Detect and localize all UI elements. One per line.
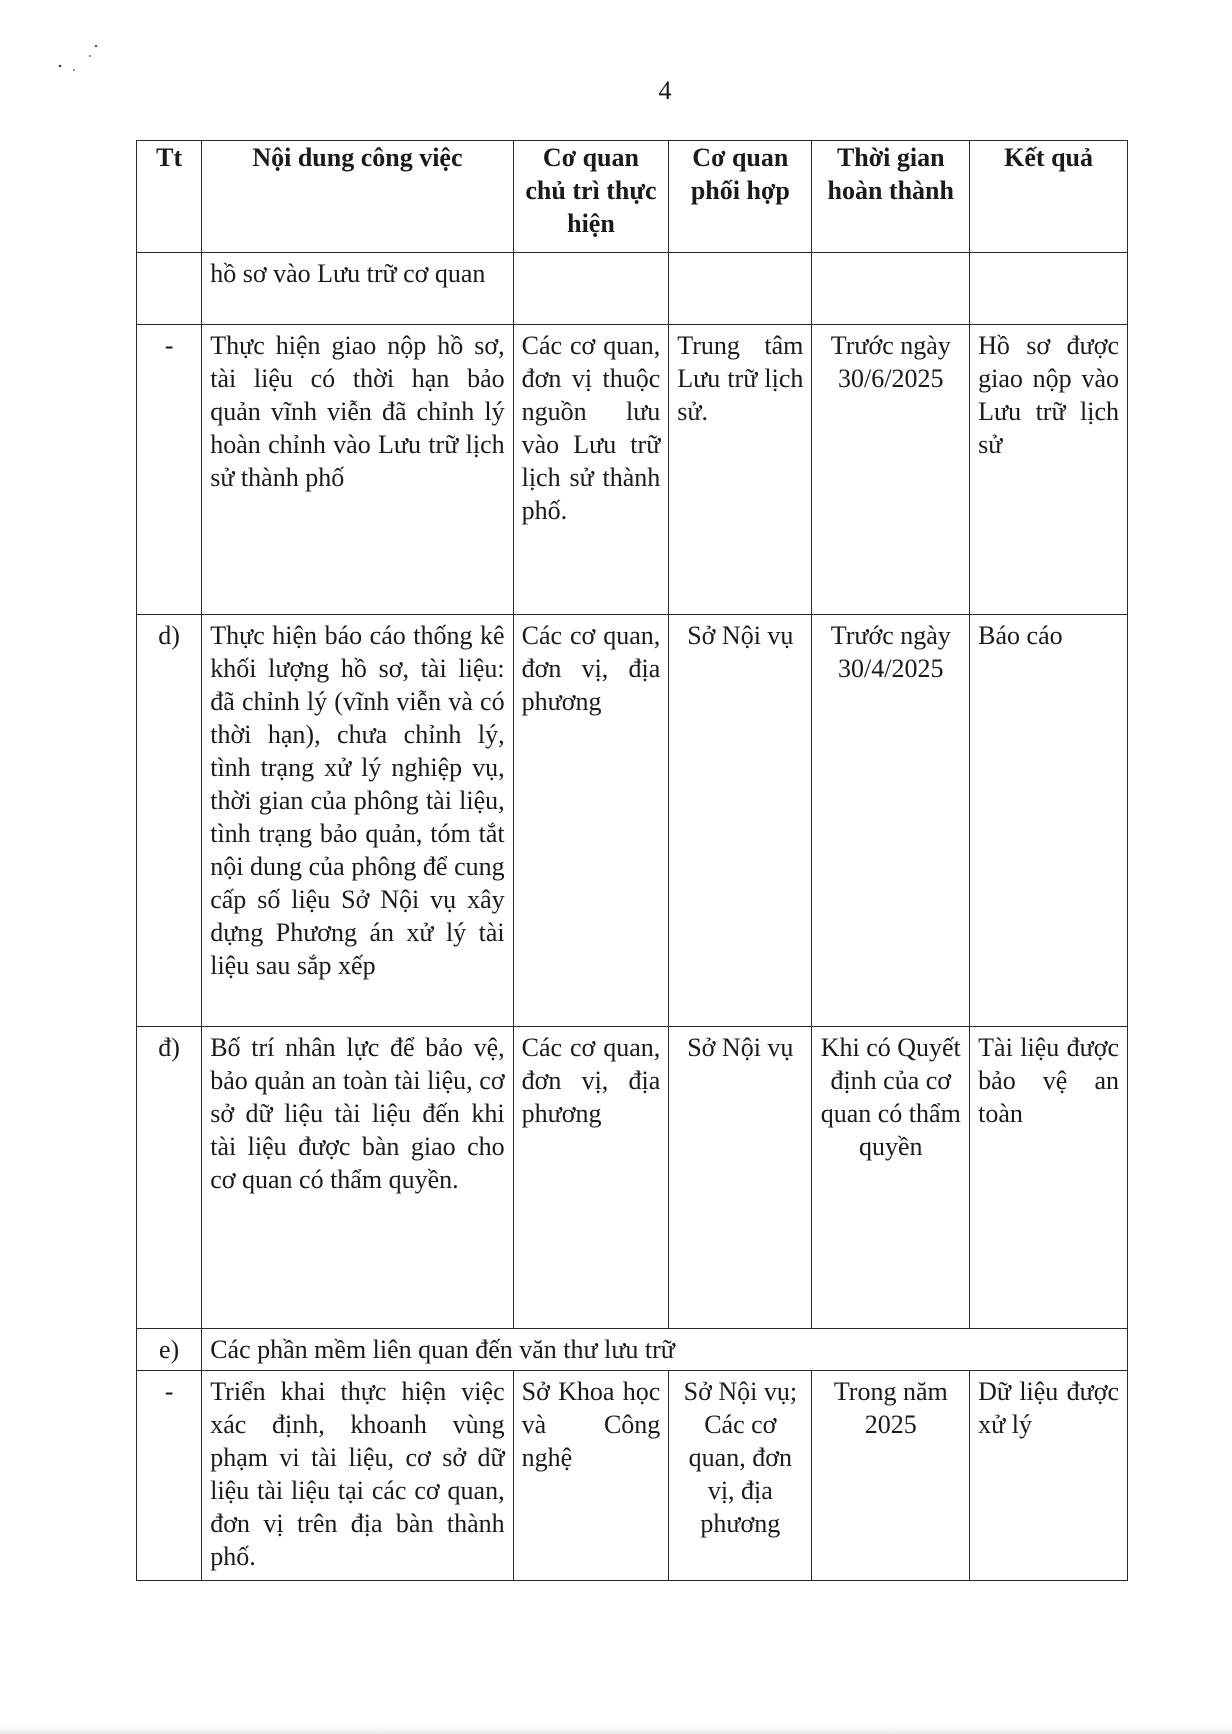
page-number: 4 [658, 76, 672, 105]
header-lead-agency: Cơ quan chủ trì thực hiện [513, 141, 669, 253]
cell-coordinating-agency [669, 253, 812, 325]
scan-specks [52, 40, 112, 90]
table-row [137, 1027, 1128, 1329]
cell-deadline [812, 253, 970, 325]
cell-deadline: Trước ngày 30/6/2025 [812, 325, 970, 615]
cell-result [970, 253, 1128, 325]
table-section-row [137, 1329, 1128, 1371]
cell-lead-agency: Các cơ quan, đơn vị, địa phương [513, 1027, 669, 1329]
cell-coordinating-agency: Sở Nội vụ [669, 615, 812, 1027]
scan-bottom-edge [0, 1726, 1232, 1734]
table-row [137, 253, 1128, 325]
cell-tt: đ) [137, 1027, 202, 1329]
table-row [137, 1371, 1128, 1581]
header-deadline: Thời gian hoàn thành [812, 141, 970, 253]
cell-deadline: Trong năm 2025 [812, 1371, 970, 1581]
cell-result: Báo cáo [970, 615, 1128, 1027]
cell-lead-agency: Sở Khoa học và Công nghệ [513, 1371, 669, 1581]
cell-lead-agency [513, 253, 669, 325]
cell-deadline: Trước ngày 30/4/2025 [812, 615, 970, 1027]
cell-tt: - [137, 325, 202, 615]
header-content: Nội dung công việc [202, 141, 513, 253]
cell-tt [137, 253, 202, 325]
cell-content: Thực hiện giao nộp hồ sơ, tài liệu có thời hạn bảo quản vĩnh viễn đã chỉnh lý hoàn chỉnh vào Lưu trữ lịch sử thành phố [202, 325, 513, 615]
cell-content: Triển khai thực hiện việc xác định, khoanh vùng phạm vi tài liệu, cơ sở dữ liệu tài liệu tại các cơ quan, đơn vị trên địa bàn thành phố. [202, 1371, 513, 1581]
table-row [137, 615, 1128, 1027]
work-plan-table [136, 140, 1128, 1581]
cell-tt: e) [137, 1329, 202, 1371]
cell-section-title: Các phần mềm liên quan đến văn thư lưu trữ [202, 1329, 1128, 1371]
header-tt: Tt [137, 141, 202, 253]
cell-tt: d) [137, 615, 202, 1027]
cell-result: Tài liệu được bảo vệ an toàn [970, 1027, 1128, 1329]
cell-deadline: Khi có Quyết định của cơ quan có thẩm quyền [812, 1027, 970, 1329]
cell-tt: - [137, 1371, 202, 1581]
cell-content: Bố trí nhân lực để bảo vệ, bảo quản an toàn tài liệu, cơ sở dữ liệu tài liệu đến khi tài liệu được bàn giao cho cơ quan có thẩm quyền. [202, 1027, 513, 1329]
cell-coordinating-agency: Sở Nội vụ; Các cơ quan, đơn vị, địa phương [669, 1371, 812, 1581]
cell-result: Dữ liệu được xử lý [970, 1371, 1128, 1581]
table-header-row [137, 141, 1128, 253]
cell-lead-agency: Các cơ quan, đơn vị, địa phương [513, 615, 669, 1027]
cell-content: hồ sơ vào Lưu trữ cơ quan [202, 253, 513, 325]
cell-lead-agency: Các cơ quan, đơn vị thuộc nguồn lưu vào Lưu trữ lịch sử thành phố. [513, 325, 669, 615]
header-coordinating-agency: Cơ quan phối hợp [669, 141, 812, 253]
table-row [137, 325, 1128, 615]
cell-coordinating-agency: Sở Nội vụ [669, 1027, 812, 1329]
cell-result: Hồ sơ được giao nộp vào Lưu trữ lịch sử [970, 325, 1128, 615]
cell-coordinating-agency: Trung tâm Lưu trữ lịch sử. [669, 325, 812, 615]
header-result: Kết quả [970, 141, 1128, 253]
cell-content: Thực hiện báo cáo thống kê khối lượng hồ sơ, tài liệu: đã chỉnh lý (vĩnh viễn và có thời hạn), chưa chỉnh lý, tình trạng xử lý nghiệp vụ, thời gian của phông tài liệu, tình trạng bảo quản, tóm tắt nội dung của phông để cung cấp số liệu Sở Nội vụ xây dựng Phương án xử lý tài liệu sau sắp xếp [202, 615, 513, 1027]
